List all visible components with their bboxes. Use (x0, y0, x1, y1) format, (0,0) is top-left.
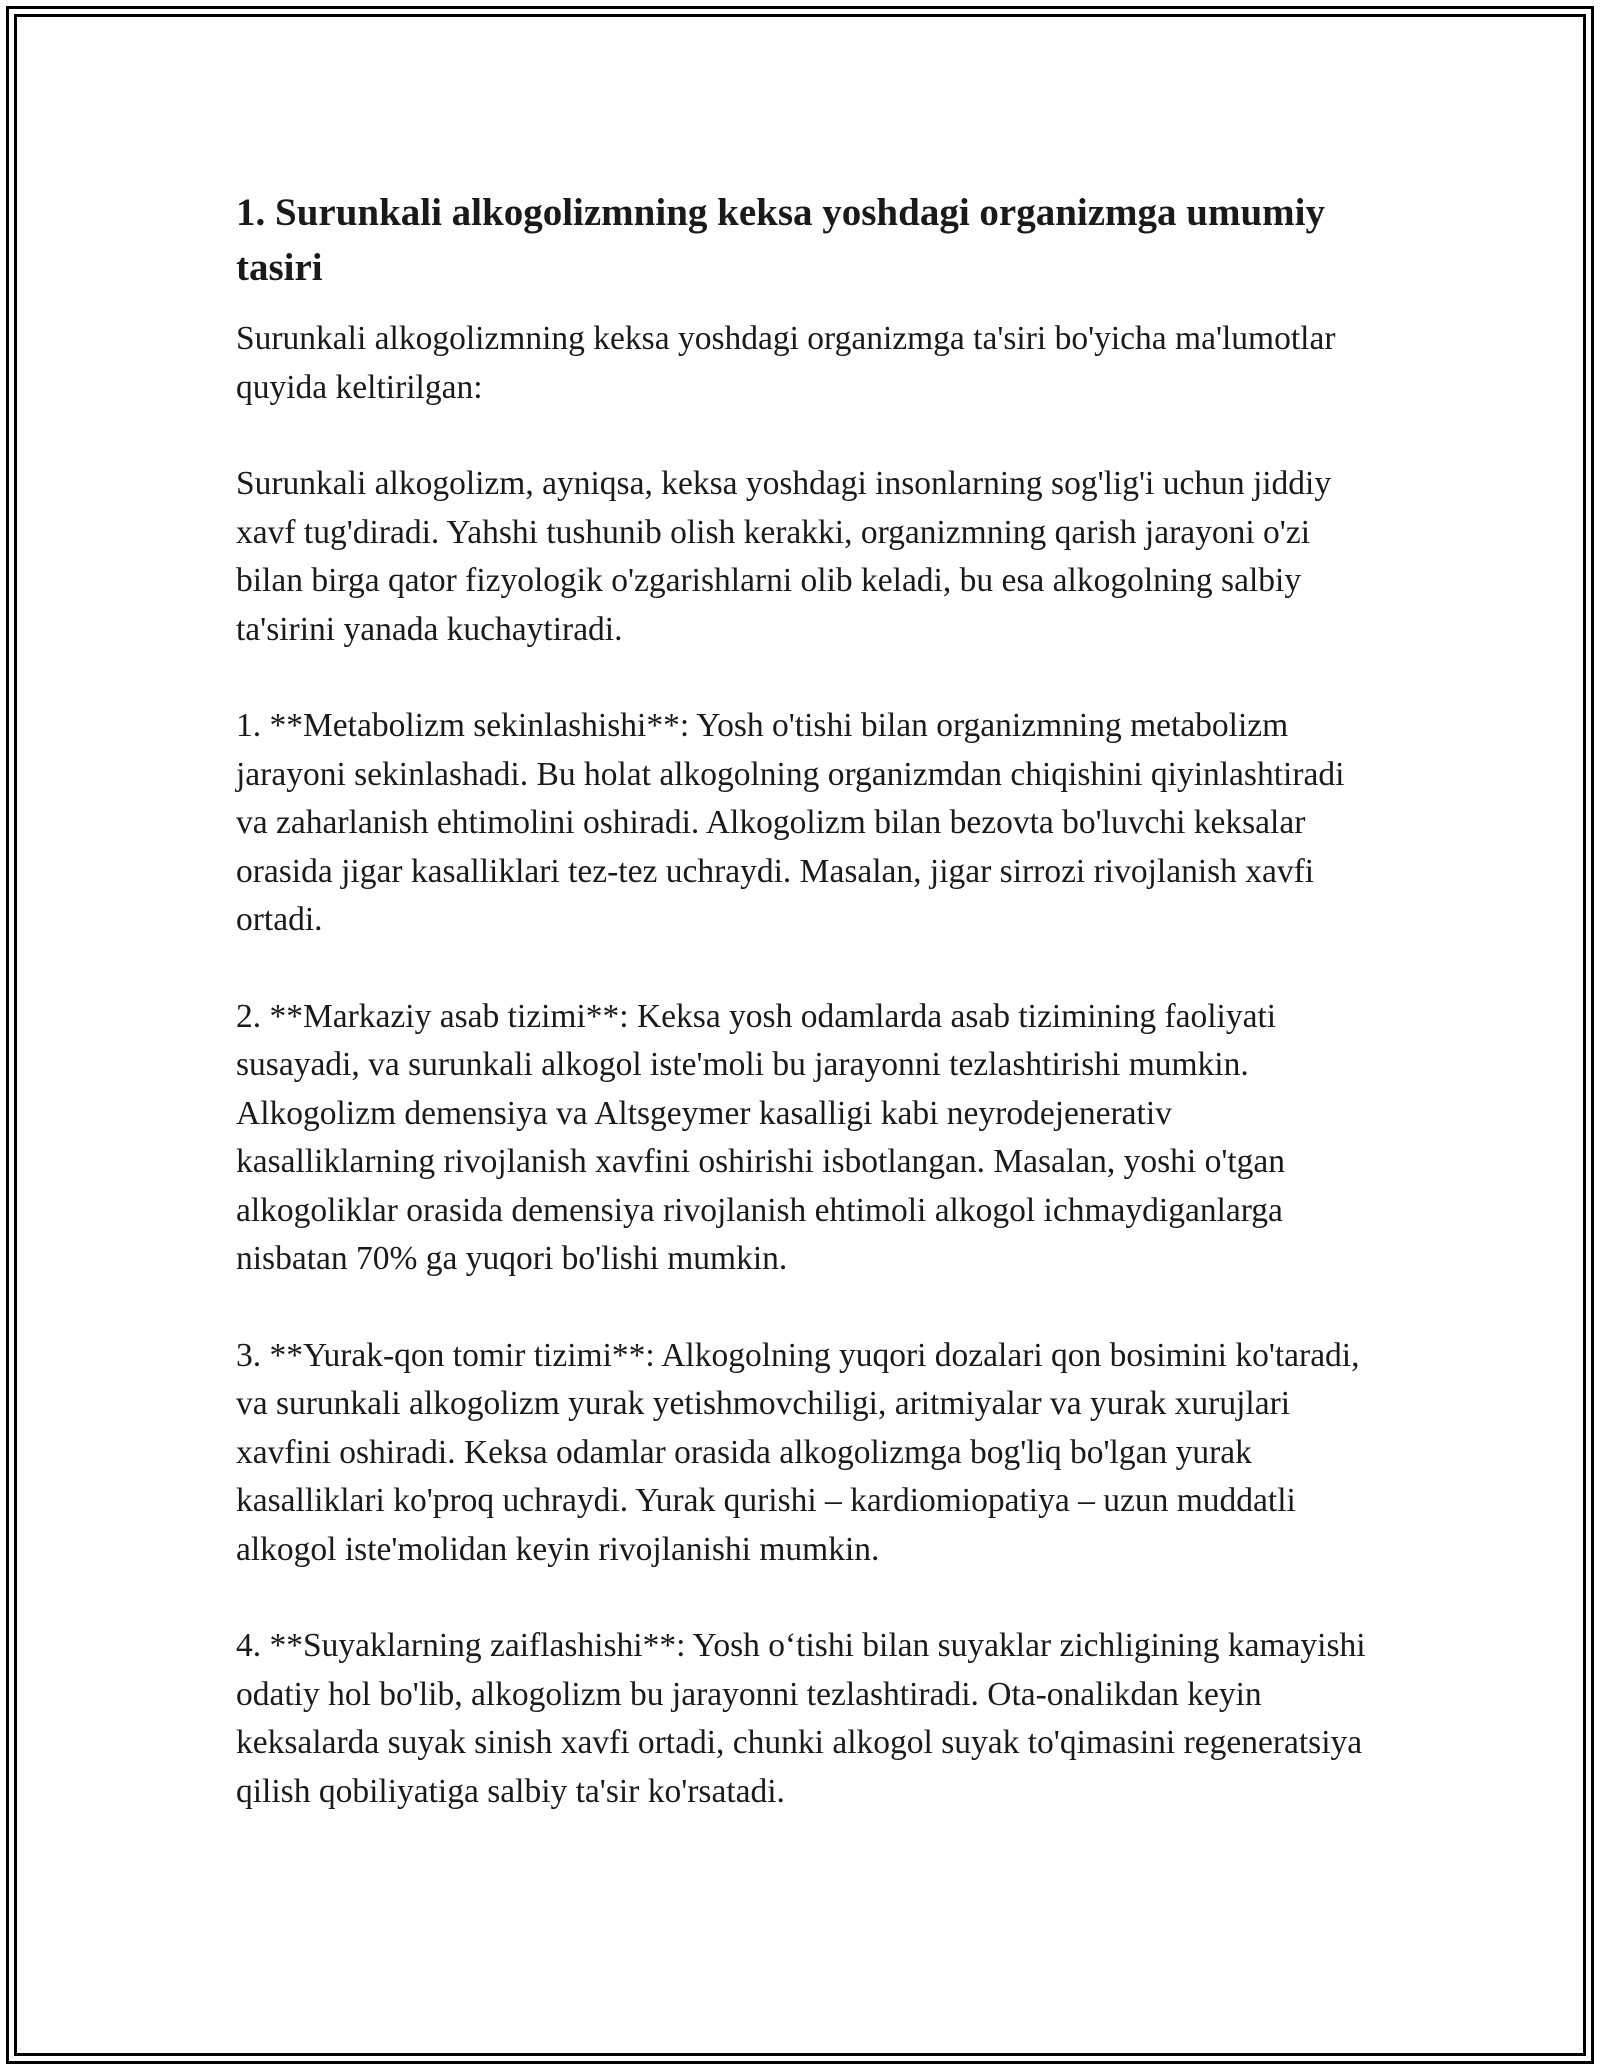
nervous-system-paragraph: 2. **Markaziy asab tizimi**: Keksa yosh odamlarda asab tizimining faoliyati susayadi, va surunkali alkogol iste'moli bu jarayonni tezlashtirishi mumkin. Alkogolizm demensiya va Altsgeymer kasalligi kabi neyrodejenerativ kasalliklarning rivojlanish xavfini oshirishi isbotlangan. Masalan, yoshi o'tgan alkogoliklar orasida demensiya rivojlanish ehtimoli alkogol ichmaydiganlarga nisbatan 70% ga yuqori bo'lishi mumkin. (236, 997, 1286, 1277)
cardiovascular-paragraph: 3. **Yurak-qon tomir tizimi**: Alkogolning yuqori dozalari qon bosimini ko'taradi, va surunkali alkogolizm yurak yetishmovchiligi, aritmiyalar va yurak xurujlari xavfini oshiradi. Keksa odamlar orasida alkogolizmga bog'liq bo'lgan yurak kasalliklari ko'proq uchraydi. Yurak qurishi – kardiomiopatiya – uzun muddatli alkogol iste'molidan keyin rivojlanishi mumkin. (236, 1336, 1360, 1568)
metabolism-paragraph: 1. **Metabolizm sekinlashishi**: Yosh o'tishi bilan organizmning metabolizm jarayoni sekinlashadi. Bu holat alkogolning organizmdan chiqishini qiyinlashtiradi va zaharlanish ehtimolini oshiradi. Alkogolizm bilan bezovta bo'luvchi keksalar orasida jigar kasalliklari tez-tez uchraydi. Masalan, jigar sirrozi rivojlanish xavfi ortadi. (236, 707, 1345, 938)
section-title: 1. Surunkali alkogolizmning keksa yoshdagi organizmga umumiy tasiri (236, 191, 1325, 289)
document-body (236, 185, 1366, 1864)
overview-paragraph: Surunkali alkogolizm, ayniqsa, keksa yoshdagi insonlarning sog'lig'i uchun jiddiy xavf tug'diradi. Yahshi tushunib olish kerakki, organizmning qarish jarayoni o'zi bilan birga qator fizyologik o'zgarishlarni olib keladi, bu esa alkogolning salbiy ta'sirini yanada kuchaytiradi. (236, 465, 1332, 648)
intro-paragraph: Surunkali alkogolizmning keksa yoshdagi organizmga ta'siri bo'yicha ma'lumotlar quyida keltirilgan: (236, 320, 1336, 406)
bones-paragraph: 4. **Suyaklarning zaiflashishi**: Yosh o‘tishi bilan suyaklar zichligining kamayishi odatiy hol bo'lib, alkogolizm bu jarayonni tezlashtiradi. Ota-onalikdan keyin keksalarda suyak sinish xavfi ortadi, chunki alkogol suyak to'qimasini regeneratsiya qilish qobiliyatiga salbiy ta'sir ko'rsatadi. (236, 1627, 1366, 1810)
